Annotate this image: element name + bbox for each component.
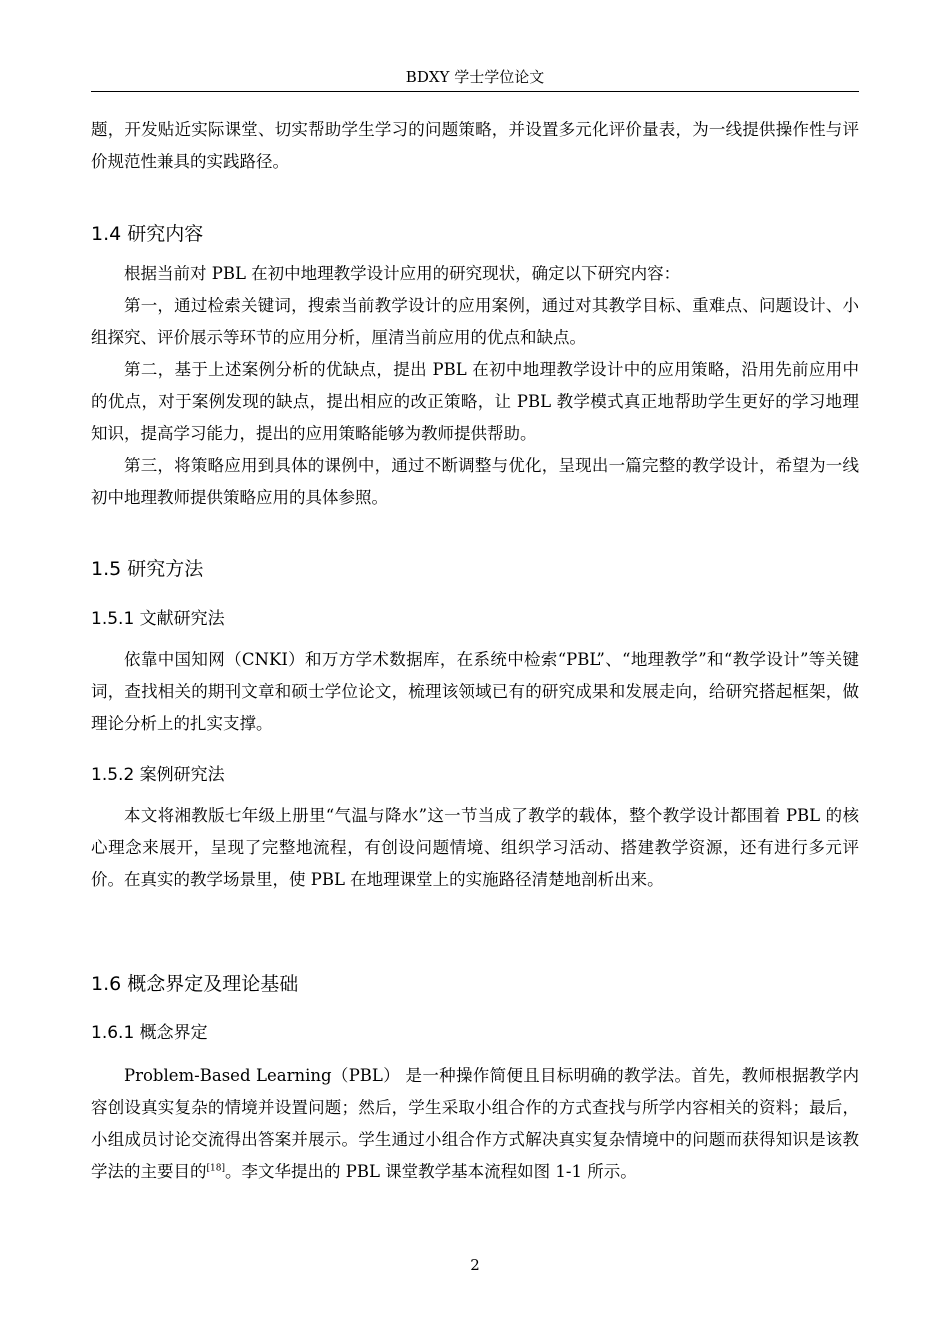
paragraph-1-6-1-tail: 。李文华提出的 PBL 课堂教学基本流程如图 1-1 所示。 — [224, 1162, 637, 1181]
paragraph-1-4-third: 第三，将策略应用到具体的课例中，通过不断调整与优化，呈现出一篇完整的教学设计，希望为一线初中地理教师提供策略应用的具体参照。 — [91, 456, 859, 507]
subsection-heading-1-5-2: 1.5.2 案例研究法 — [91, 765, 225, 785]
paragraph-1-4-second: 第二，基于上述案例分析的优缺点，提出 PBL 在初中地理教学设计中的应用策略，沿用先前应用中的优点，对于案例发现的缺点，提出相应的改正策略，让 PBL 教学模式真正地帮助学生更好的学习地理知识，提高学习能力，提出的应用策略能够为教师提供帮助。 — [91, 360, 859, 443]
paragraph-1-6-1 — [91, 1060, 859, 1188]
section-heading-1-4: 1.4 研究内容 — [91, 223, 204, 245]
subsection-heading-1-6-1: 1.6.1 概念界定 — [91, 1023, 208, 1043]
citation-ref: [18] — [206, 1163, 225, 1174]
section-heading-1-5: 1.5 研究方法 — [91, 558, 204, 580]
section-heading-1-6: 1.6 概念界定及理论基础 — [91, 973, 299, 995]
paragraph-1-4-first: 第一，通过检索关键词，搜索当前教学设计的应用案例，通过对其教学目标、重难点、问题设计、小组探究、评价展示等环节的应用分析，厘清当前应用的优点和缺点。 — [91, 296, 859, 347]
paragraph-1-5-1: 依靠中国知网（CNKI）和万方学术数据库，在系统中检索“PBL”、“地理教学”和“教学设计”等关键词，查找相关的期刊文章和硕士学位论文，梳理该领域已有的研究成果和发展走向，给研究搭起框架，做理论分析上的扎实支撑。 — [91, 650, 859, 733]
header-rule — [91, 91, 859, 92]
paragraph-1-5-2: 本文将湘教版七年级上册里“气温与降水”这一节当成了教学的载体，整个教学设计都围着 PBL 的核心理念来展开，呈现了完整地流程，有创设问题情境、组织学习活动、搭建教学资源，还有进行多元评价。在真实的教学场景里，使 PBL 在地理课堂上的实施路径清楚地剖析出来。 — [91, 806, 859, 889]
subsection-heading-1-5-1: 1.5.1 文献研究法 — [91, 609, 225, 629]
page-number: 2 — [470, 1256, 480, 1274]
paragraph-intro-continued: 题，开发贴近实际课堂、切实帮助学生学习的问题策略，并设置多元化评价量表，为一线提供操作性与评价规范性兼具的实践路径。 — [91, 120, 859, 171]
paragraph-1-6-1-text: Problem-Based Learning（PBL） 是一种操作简便且目标明确的教学法。首先，教师根据教学内容创设真实复杂的情境并设置问题；然后，学生采取小组合作的方式查找与所学内容相关的资料；最后，小组成员讨论交流得出答案并展示。学生通过小组合作方式解决真实复杂情境中的问题而获得知识是该教学法的主要目的 — [91, 1066, 859, 1181]
paragraph-1-4-intro: 根据当前对 PBL 在初中地理教学设计应用的研究现状，确定以下研究内容： — [124, 264, 681, 283]
running-header: BDXY 学士学位论文 — [405, 68, 545, 86]
